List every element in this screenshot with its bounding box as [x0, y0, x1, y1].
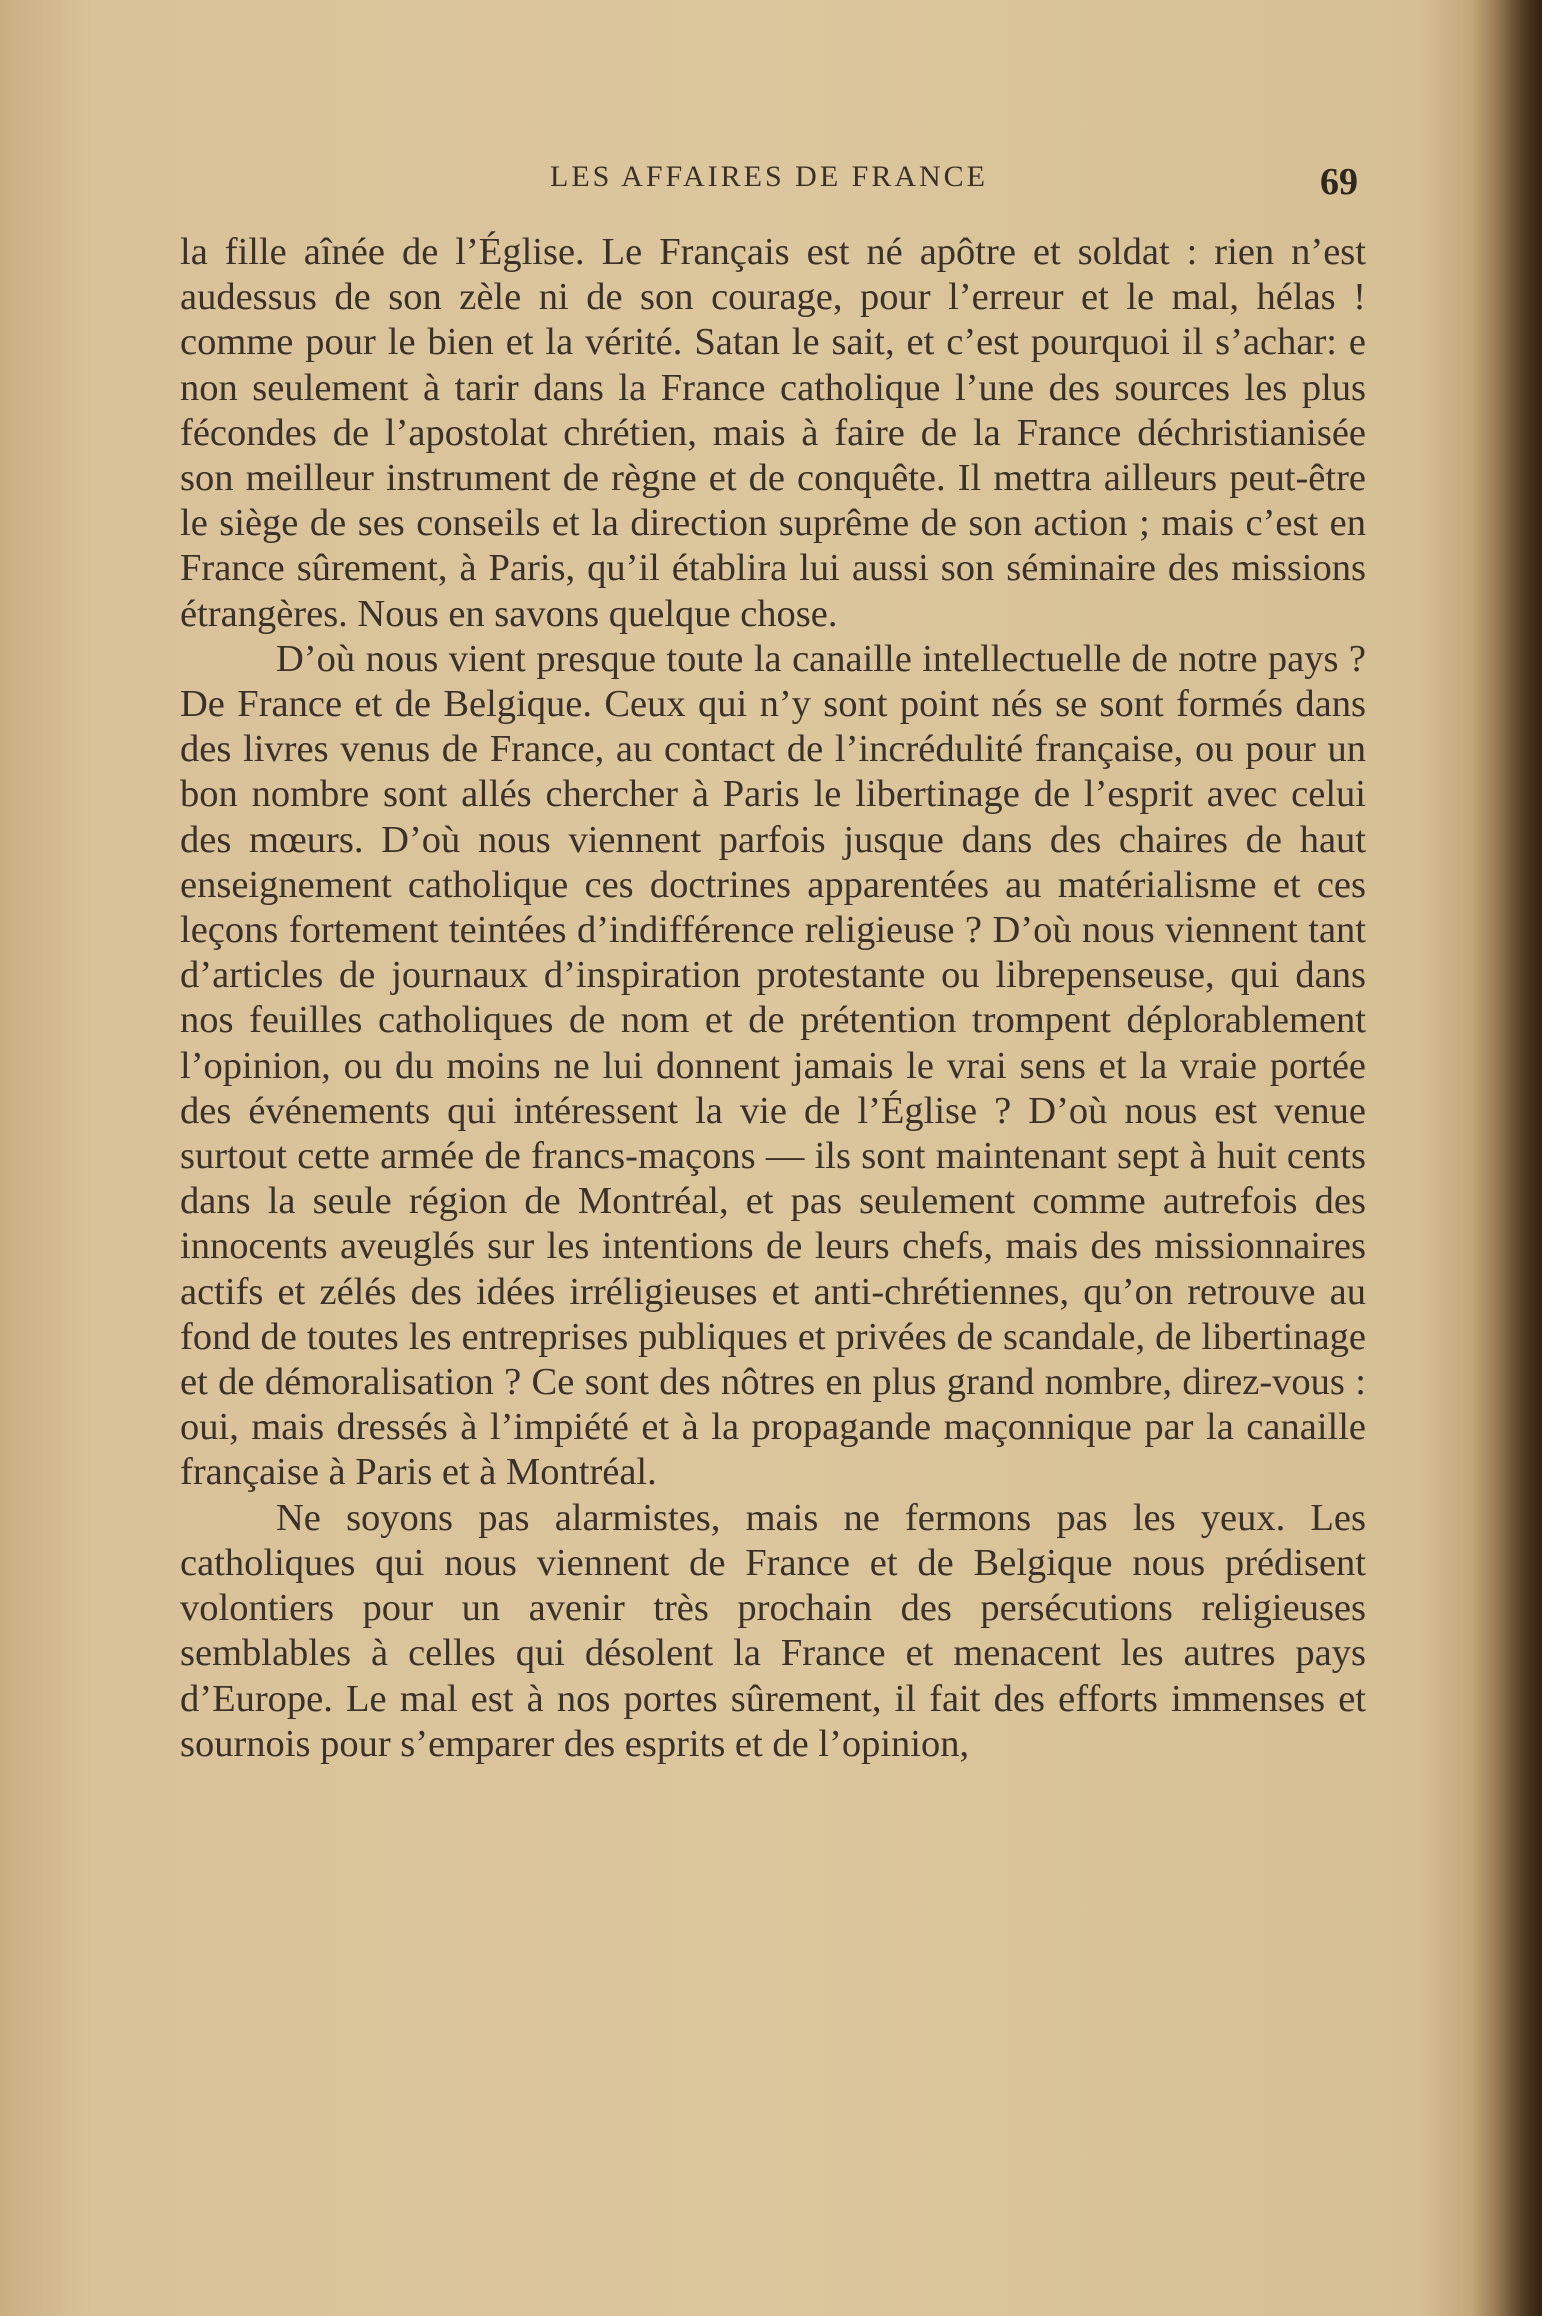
paragraph: la fille aînée de l’Église. Le Français est né apôtre et soldat : rien n’est audessus de son zèle ni de son courage, pour l’erreur et le mal, hélas ! comme pour le bien et la vérité. Satan le sait, et c’est pourquoi il s’achar: e non seulement à tarir dans la France catholique l’une des sources les plus fécondes de l’apostolat chrétien, mais à faire de la France déchristianisée son meilleur instrument de règne et de conquête. Il mettra ailleurs peut-être le siège de ses conseils et la direction suprême de son action ; mais c’est en France sûrement, à Paris, qu’il établira lui aussi son séminaire des missions étrangères. Nous en savons quelque chose.	[180, 231, 1366, 635]
paragraph: D’où nous vient presque toute la canaille intellectuelle de notre pays ? De France et de Belgique. Ceux qui n’y sont point nés se sont formés dans des livres venus de France, au contact de l’incrédulité française, ou pour un bon nombre sont allés chercher à Paris le libertinage de l’esprit avec celui des mœurs. D’où nous viennent parfois jusque dans des chaires de haut enseignement catholique ces doctrines apparentées au matérialisme et ces leçons fortement teintées d’indifférence religieuse ? D’où nous viennent tant d’articles de journaux d’inspiration protestante ou librepenseuse, qui dans nos feuilles catholiques de nom et de prétention trompent déplorablement l’opinion, ou du moins ne lui donnent jamais le vrai sens et la vraie portée des événements qui intéressent la vie de l’Église ? D’où nous est venue surtout cette armée de francs-maçons — ils sont maintenant sept à huit cents dans la seule région de Montréal, et pas seulement comme autrefois des innocents aveuglés sur les intentions de leurs chefs, mais des missionnaires actifs et zélés des idées irréligieuses et anti-chrétiennes, qu’on retrouve au fond de toutes les entreprises publiques et privées de scandale, de libertinage et de démoralisation ? Ce sont des nôtres en plus grand nombre, direz-vous : oui, mais dressés à l’impiété et à la propagande maçonnique par la canaille française à Paris et à Montréal.	[180, 637, 1366, 1494]
body-text	[180, 230, 1366, 1767]
page-number: 69	[1320, 161, 1358, 203]
running-title: LES AFFAIRES DE FRANCE	[550, 160, 989, 193]
paragraph: Ne soyons pas alarmistes, mais ne fermons pas les yeux. Les catholiques qui nous viennent de France et de Belgique nous prédisent volontiers pour un avenir très prochain des persécutions religieuses semblables à celles qui désolent la France et menacent les autres pays d’Europe. Le mal est à nos portes sûrement, il fait des efforts immenses et sournois pour s’emparer des esprits et de l’opinion,	[180, 1496, 1366, 1765]
page-edge-shadow	[1472, 0, 1542, 2316]
